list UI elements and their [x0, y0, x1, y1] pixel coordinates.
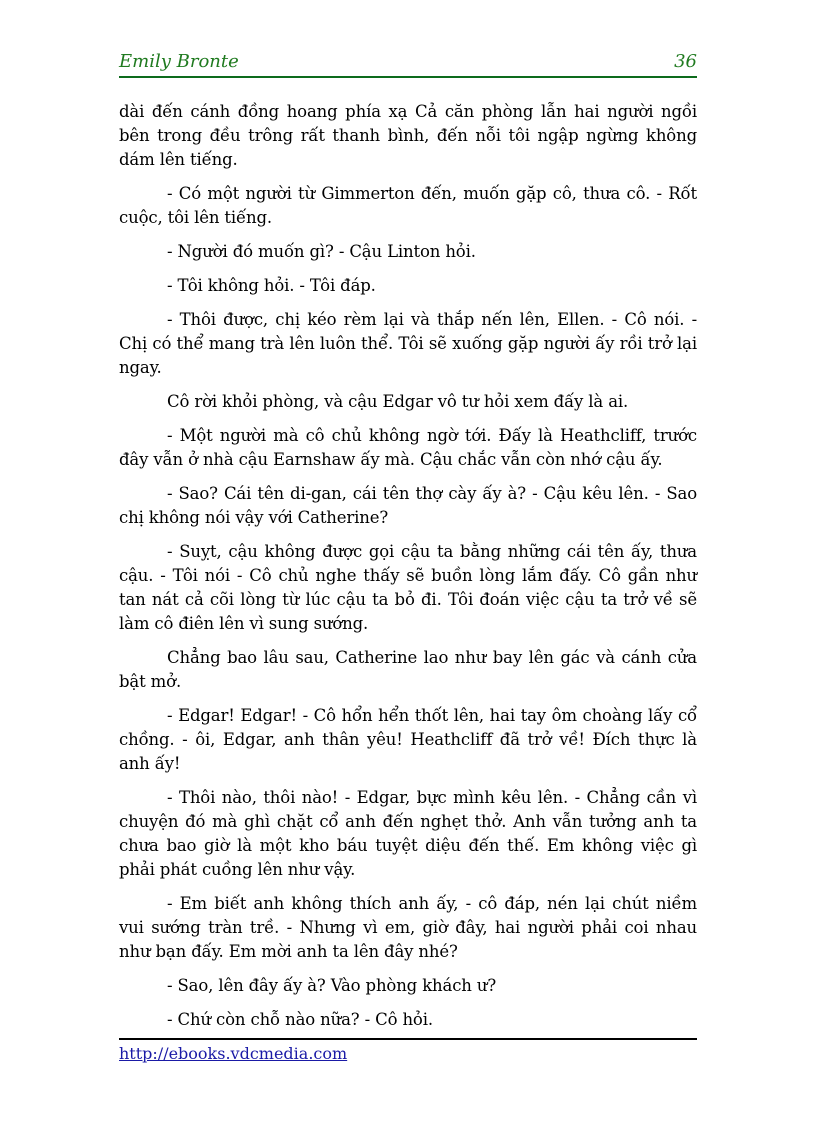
- header-author: Emily Bronte: [119, 51, 239, 72]
- paragraph: - Người đó muốn gì? - Cậu Linton hỏi.: [167, 242, 476, 261]
- footer-link[interactable]: http://ebooks.vdcmedia.com: [119, 1044, 348, 1063]
- paragraph: - Có một người từ Gimmerton đến, muốn gặp cô, thưa cô. - Rốt cuộc, tôi lên tiếng.: [119, 184, 697, 227]
- page-number: 36: [674, 51, 697, 72]
- paragraph: - Thôi được, chị kéo rèm lại và thắp nến lên, Ellen. - Cô nói. - Chị có thể mang trà lên luôn thể. Tôi sẽ xuống gặp người ấy rồi trở lại ngay.: [119, 310, 697, 377]
- paragraph: - Tôi không hỏi. - Tôi đáp.: [167, 276, 376, 295]
- body-text: [119, 100, 697, 1042]
- paragraph: - Chứ còn chỗ nào nữa? - Cô hỏi.: [167, 1010, 433, 1029]
- paragraph: Cô rời khỏi phòng, và cậu Edgar vô tư hỏi xem đấy là ai.: [167, 392, 629, 411]
- paragraph: - Sao, lên đây ấy à? Vào phòng khách ư?: [167, 976, 497, 995]
- paragraph: - Suỵt, cậu không được gọi cậu ta bằng những cái tên ấy, thưa cậu. - Tôi nói - Cô chủ nghe thấy sẽ buồn lòng lắm đấy. Cô gần như tan nát cả cõi lòng từ lúc cậu ta bỏ đi. Tôi đoán việc cậu ta trở về sẽ làm cô điên lên vì sung sướng.: [119, 542, 697, 633]
- footer-divider: [119, 1038, 697, 1040]
- paragraph: - Edgar! Edgar! - Cô hổn hển thốt lên, hai tay ôm choàng lấy cổ chồng. - ôi, Edgar, anh thân yêu! Heathcliff đã trở về! Đích thực là anh ấy!: [119, 706, 697, 773]
- paragraph: - Một người mà cô chủ không ngờ tới. Đấy là Heathcliff, trước đây vẫn ở nhà cậu Earnshaw ấy mà. Cậu chắc vẫn còn nhớ cậu ấy.: [119, 426, 697, 469]
- page-header: [119, 50, 697, 78]
- paragraph: - Em biết anh không thích anh ấy, - cô đáp, nén lại chút niềm vui sướng tràn trề. - Nhưng vì em, giờ đây, hai người phải coi nhau như bạn đấy. Em mời anh ta lên đây nhé?: [119, 894, 697, 961]
- paragraph: Chẳng bao lâu sau, Catherine lao như bay lên gác và cánh cửa bật mở.: [119, 648, 697, 691]
- paragraph: dài đến cánh đồng hoang phía xạ Cả căn phòng lẫn hai người ngồi bên trong đều trông rất thanh bình, đến nỗi tôi ngập ngừng không dám lên tiếng.: [119, 102, 697, 169]
- paragraph: - Thôi nào, thôi nào! - Edgar, bực mình kêu lên. - Chẳng cần vì chuyện đó mà ghì chặt cổ anh đến nghẹt thở. Anh vẫn tưởng anh ta chưa bao giờ là một kho báu tuyệt diệu đến thế. Em không việc gì phải phát cuồng lên như vậy.: [119, 788, 697, 879]
- paragraph: - Sao? Cái tên di-gan, cái tên thợ cày ấy à? - Cậu kêu lên. - Sao chị không nói vậy với Catherine?: [119, 484, 697, 527]
